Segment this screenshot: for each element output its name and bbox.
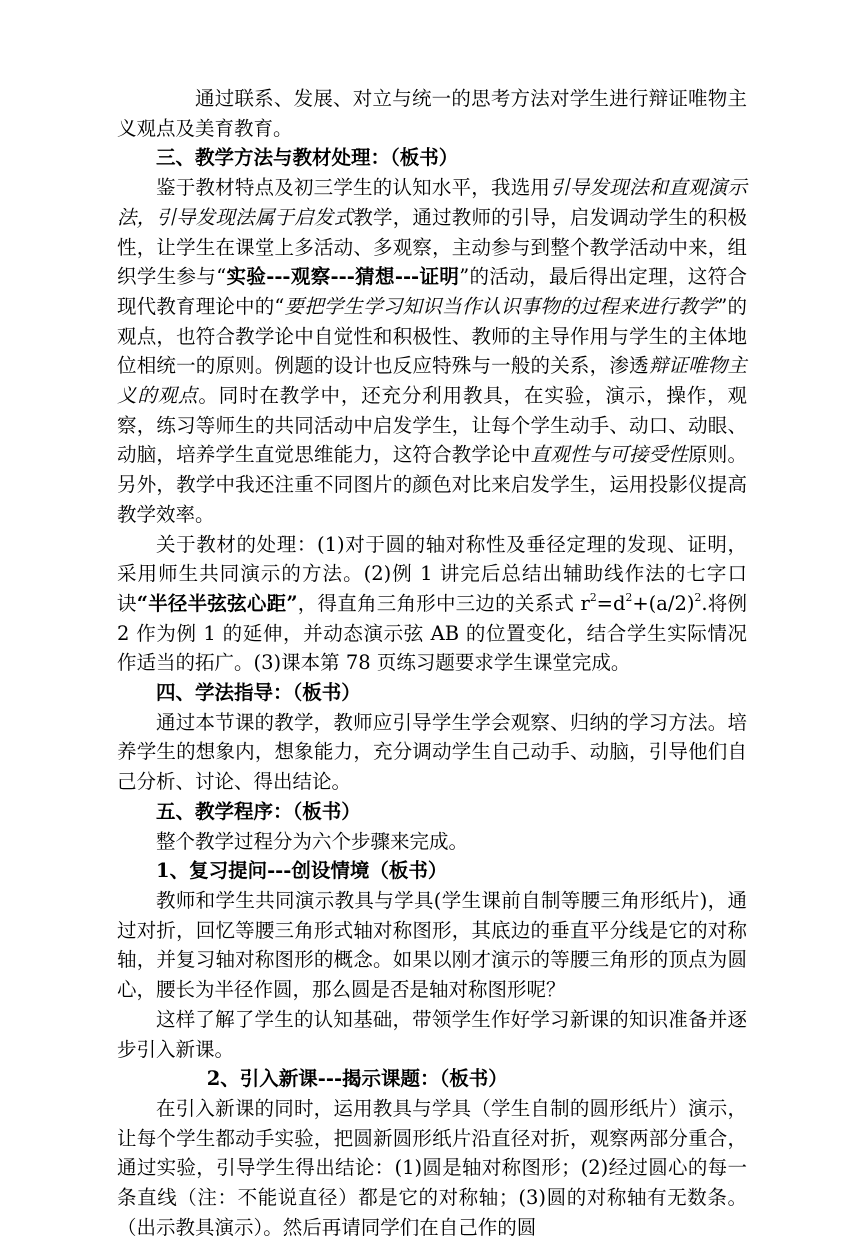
text-run: .将例 2 作为例 1 的延伸，并动态演示弦 AB 的位置变化，结合学生实际情况作适当的拓广。(3)课本第 78 页练习题要求学生课堂完成。 (117, 591, 747, 675)
text-run: =d (596, 591, 626, 615)
text-run: +(a/2) (632, 591, 695, 615)
heading-study-guidance: 四、学法指导：（板书） (156, 681, 361, 705)
superscript: 2 (694, 590, 702, 604)
paragraph-study-guidance: 通过本节课的教学，教师应引导学生学会观察、归纳的学习方法。培养学生的想象内，想象能力，充分调动学生自己动手、动脑，引导他们自己分析、讨论、得出结论。 (117, 710, 747, 794)
superscript: 2 (589, 590, 597, 604)
text-run: ，得直角三角形中三边的关系式 r (297, 591, 590, 615)
document-page (117, 84, 747, 1242)
italic-phrase-dialectics: 辩证唯物主义的观点 (117, 354, 747, 408)
paragraph-procedure-intro: 整个教学过程分为六个步骤来完成。 (156, 829, 469, 853)
text-run: 关于教材的处理：(1)对于圆的轴对称性及垂径定理的发现、证明，采用师生共同演示的方法。(2)例 1 讲完后总结出辅助线作法的七字口诀 (117, 532, 747, 615)
text-run: ”的活动，最后得出定理，这符合现代教育理论中的“ (117, 265, 747, 318)
heading-step-new-lesson: 2、引入新课---揭示课题：（板书） (206, 1067, 508, 1091)
paragraph-material-handling (117, 530, 747, 679)
italic-phrase-theory: 要把学生学习知识当作认识事物的过程来进行教学 (284, 294, 718, 318)
bold-phrase-steps: 实验---观察---猜想---证明 (226, 265, 460, 289)
paragraph-step-review: 教师和学生共同演示教具与学具(学生课前自制等腰三角形纸片)，通过对折，回忆等腰三角形式轴对称图形，其底边的垂直平分线是它的对称轴，并复习轴对称图形的概念。如果以刚才演示的等腰三角形的顶点为圆心，腰长为半径作圆，那么圆是否是轴对称图形呢？ (117, 888, 747, 1002)
text-run: 。同时在教学中，还充分利用教具，在实验，演示，操作，观察，练习等师生的共同活动中启发学生，让每个学生动手、动口、动眼、动脑，培养学生直觉思维能力，这符合教学论中 (117, 384, 747, 467)
heading-teaching-procedure: 五、教学程序：（板书） (156, 799, 361, 823)
italic-phrase-method: 引导发现法和直观演示法，引导发现法属于启发式 (117, 176, 747, 229)
text-run: 鉴于教材特点及初三学生的认知水平，我选用 (156, 176, 551, 200)
text-run: 原则。另外，教学中我还注重不同图片的颜色对比来启发学生，运用投影仪提高教学效率。 (117, 443, 747, 526)
paragraph-step-new-lesson: 在引入新课的同时，运用教具与学具（学生自制的圆形纸片）演示，让每个学生都动手实验，把圆新圆形纸片沿直径对折，观察两部分重合，通过实验，引导学生得出结论：(1)圆是轴对称图形；(2)经过圆心的每一条直线（注：不能说直径）都是它的对称轴；(3)圆的对称轴有无数条。（出示教具演示）。然后再请同学们在自己作的圆 (117, 1096, 747, 1239)
italic-phrase-principle: 直观性与可接受性 (530, 443, 689, 467)
heading-teaching-method: 三、教学方法与教材处理：（板书） (156, 146, 459, 170)
heading-step-review: 1、复习提问---创设情境（板书） (156, 859, 448, 883)
bold-phrase-mnemonic: “半径半弦弦心距” (136, 591, 298, 615)
paragraph-teaching-method (117, 173, 747, 529)
text-run: 教学，通过教师的引导，启发调动学生的积极性，让学生在课堂上多活动、多观察，主动参与到整个教学活动中来，组织学生参与“ (117, 205, 747, 289)
superscript: 2 (625, 590, 633, 604)
text-run: ”的观点，也符合教学论中自觉性和积极性、教师的主导作用与学生的主体地位相统一的原则。例题的设计也反应特殊与一般的关系，渗透 (117, 294, 747, 378)
paragraph-cognitive-basis: 这样了解了学生的认知基础，带领学生作好学习新课的知识准备并逐步引入新课。 (117, 1007, 747, 1061)
paragraph-educational-goal: 通过联系、发展、对立与统一的思考方法对学生进行辩证唯物主义观点及美育教育。 (117, 87, 747, 140)
